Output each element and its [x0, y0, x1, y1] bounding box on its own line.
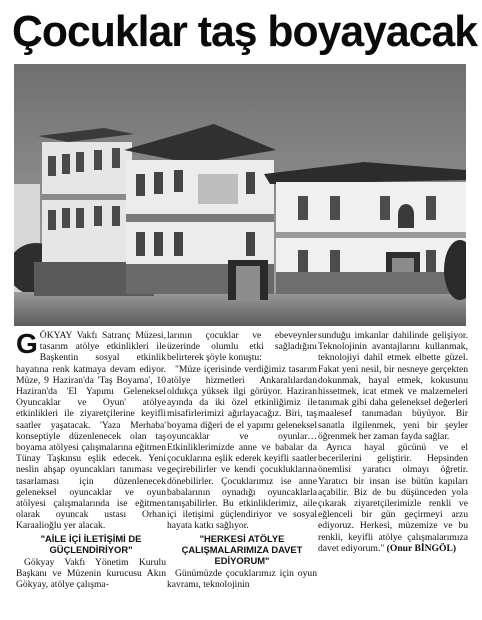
paragraph: Gökyay Vakfı Yönetim Kurulu Başkanı ve Müzenin kurucusu Akın Gökyay, atölye çalışma- — [16, 556, 166, 591]
byline: (Onur BİNGÖL) — [386, 542, 457, 554]
paragraph: Günümüzde çocuklarımız için oyun kavramı, teknolojinin — [167, 567, 317, 590]
paragraph: larının çocuklar ve ebeveynler üzerinde olumlu etki sağladığını belirterek şöyle konuştu: — [167, 330, 317, 364]
article-column-1 — [16, 330, 166, 590]
paragraph: ÖKYAY Vakfı Satranç Müzesi, tasarım atölye etkinlikleri ile Başkentin sosyal etkinlik hayatına renk katmaya devam ediyor. Müze, 9 Haziran'da 'Taş Boyama', 10 Haziran'da 'El Yapımı Geleneksel Oyuncaklar ve Oyun' atölye etkinlikleri ile ziyaretçilerine keyifli saatler yaşatacak. 'Yaza Merhaba' konseptiyle düzenlenecek olan taş boyama atölyesi çalışmalarına eğitmen Tünay Taşkınsu eşlik edecek. Yeni neslin ahşap oyuncakları tanıması ve tasarlaması için düzenlenecek geleneksel oyuncaklar ve oyun atölyesi çalışmalarında ise eğitmen olarak oyuncak ustası Orhan Karaalioğlu yer alacak. — [16, 330, 166, 532]
headline: Çocuklar taş boyayacak — [12, 7, 478, 56]
paragraph: sunduğu imkanlar dahilinde gelişiyor. Teknolojinin avantajlarını kullanmak, teknolojiyi dahil etmek elbette güzel. Fakat yeni nesil, bir nesneye gerçekten dokunmak, hayal etmek, kokusunu hissetmek, icat etmek ve malzemeleri tanımak gibi daha geleneksel değerleri maalesef tanımadan büyüyor. Bir sanatla ilgilenmek, yeni bir şeyler öğrenmek her zaman fayda sağlar. — [318, 330, 468, 442]
paragraph: "Müze içerisinde verdiğimiz tasarım atölye hizmetleri Ankaralılardan oldukça yüksek ilgi görüyor. Haziran ayında da iki özel etkinliğimiz ile misafirlerimizi ağırlayacağız. Biri, taş boyama diğeri de el yapımı geleneksel oyuncaklar ve oyunlar… Etkinliklerimizde anne ve babalar da çocuklarına eşlik ederek keyifli saatler geçirebilirler ve kendi çocukluklarına dönebilirler. Çocuklarımız ise anne babalarının oynadığı oyuncaklarla tanışabilirler. Bu etkinliklerimiz, aile içi iletişimi güçlendiriyor ve sosyal hayata katkı sağlıyor. — [167, 363, 317, 532]
article-column-2 — [167, 330, 317, 590]
museum-building-photo — [14, 64, 466, 326]
subheading: "AİLE İÇİ İLETİŞİMİ DE GÜÇLENDİRİYOR" — [40, 532, 142, 555]
drop-cap: G — [16, 328, 38, 359]
subheading: "HERKESİ ATÖLYE ÇALIŞMALARIMIZA DAVET EDİYORUM" — [181, 532, 303, 566]
article-column-3 — [318, 330, 468, 554]
paragraph: Ayrıca hayal gücünü ve el becerilerini geliştirir. Hepsinden önemlisi yaratıcı olmayı öğretir. Yaratıcı bir insan ise bütün kapıları açabilir. Biz de bu düşünceden yola çıkarak ziyaretçilerimizle renkli ve eğlenceli bir gün geçirmeyi arzu ediyoruz. Herkesi, müzemize ve bu renkli, keyifli atölye çalışmalarımıza davet ediyorum." (Onur BİNGÖL) — [318, 442, 468, 554]
